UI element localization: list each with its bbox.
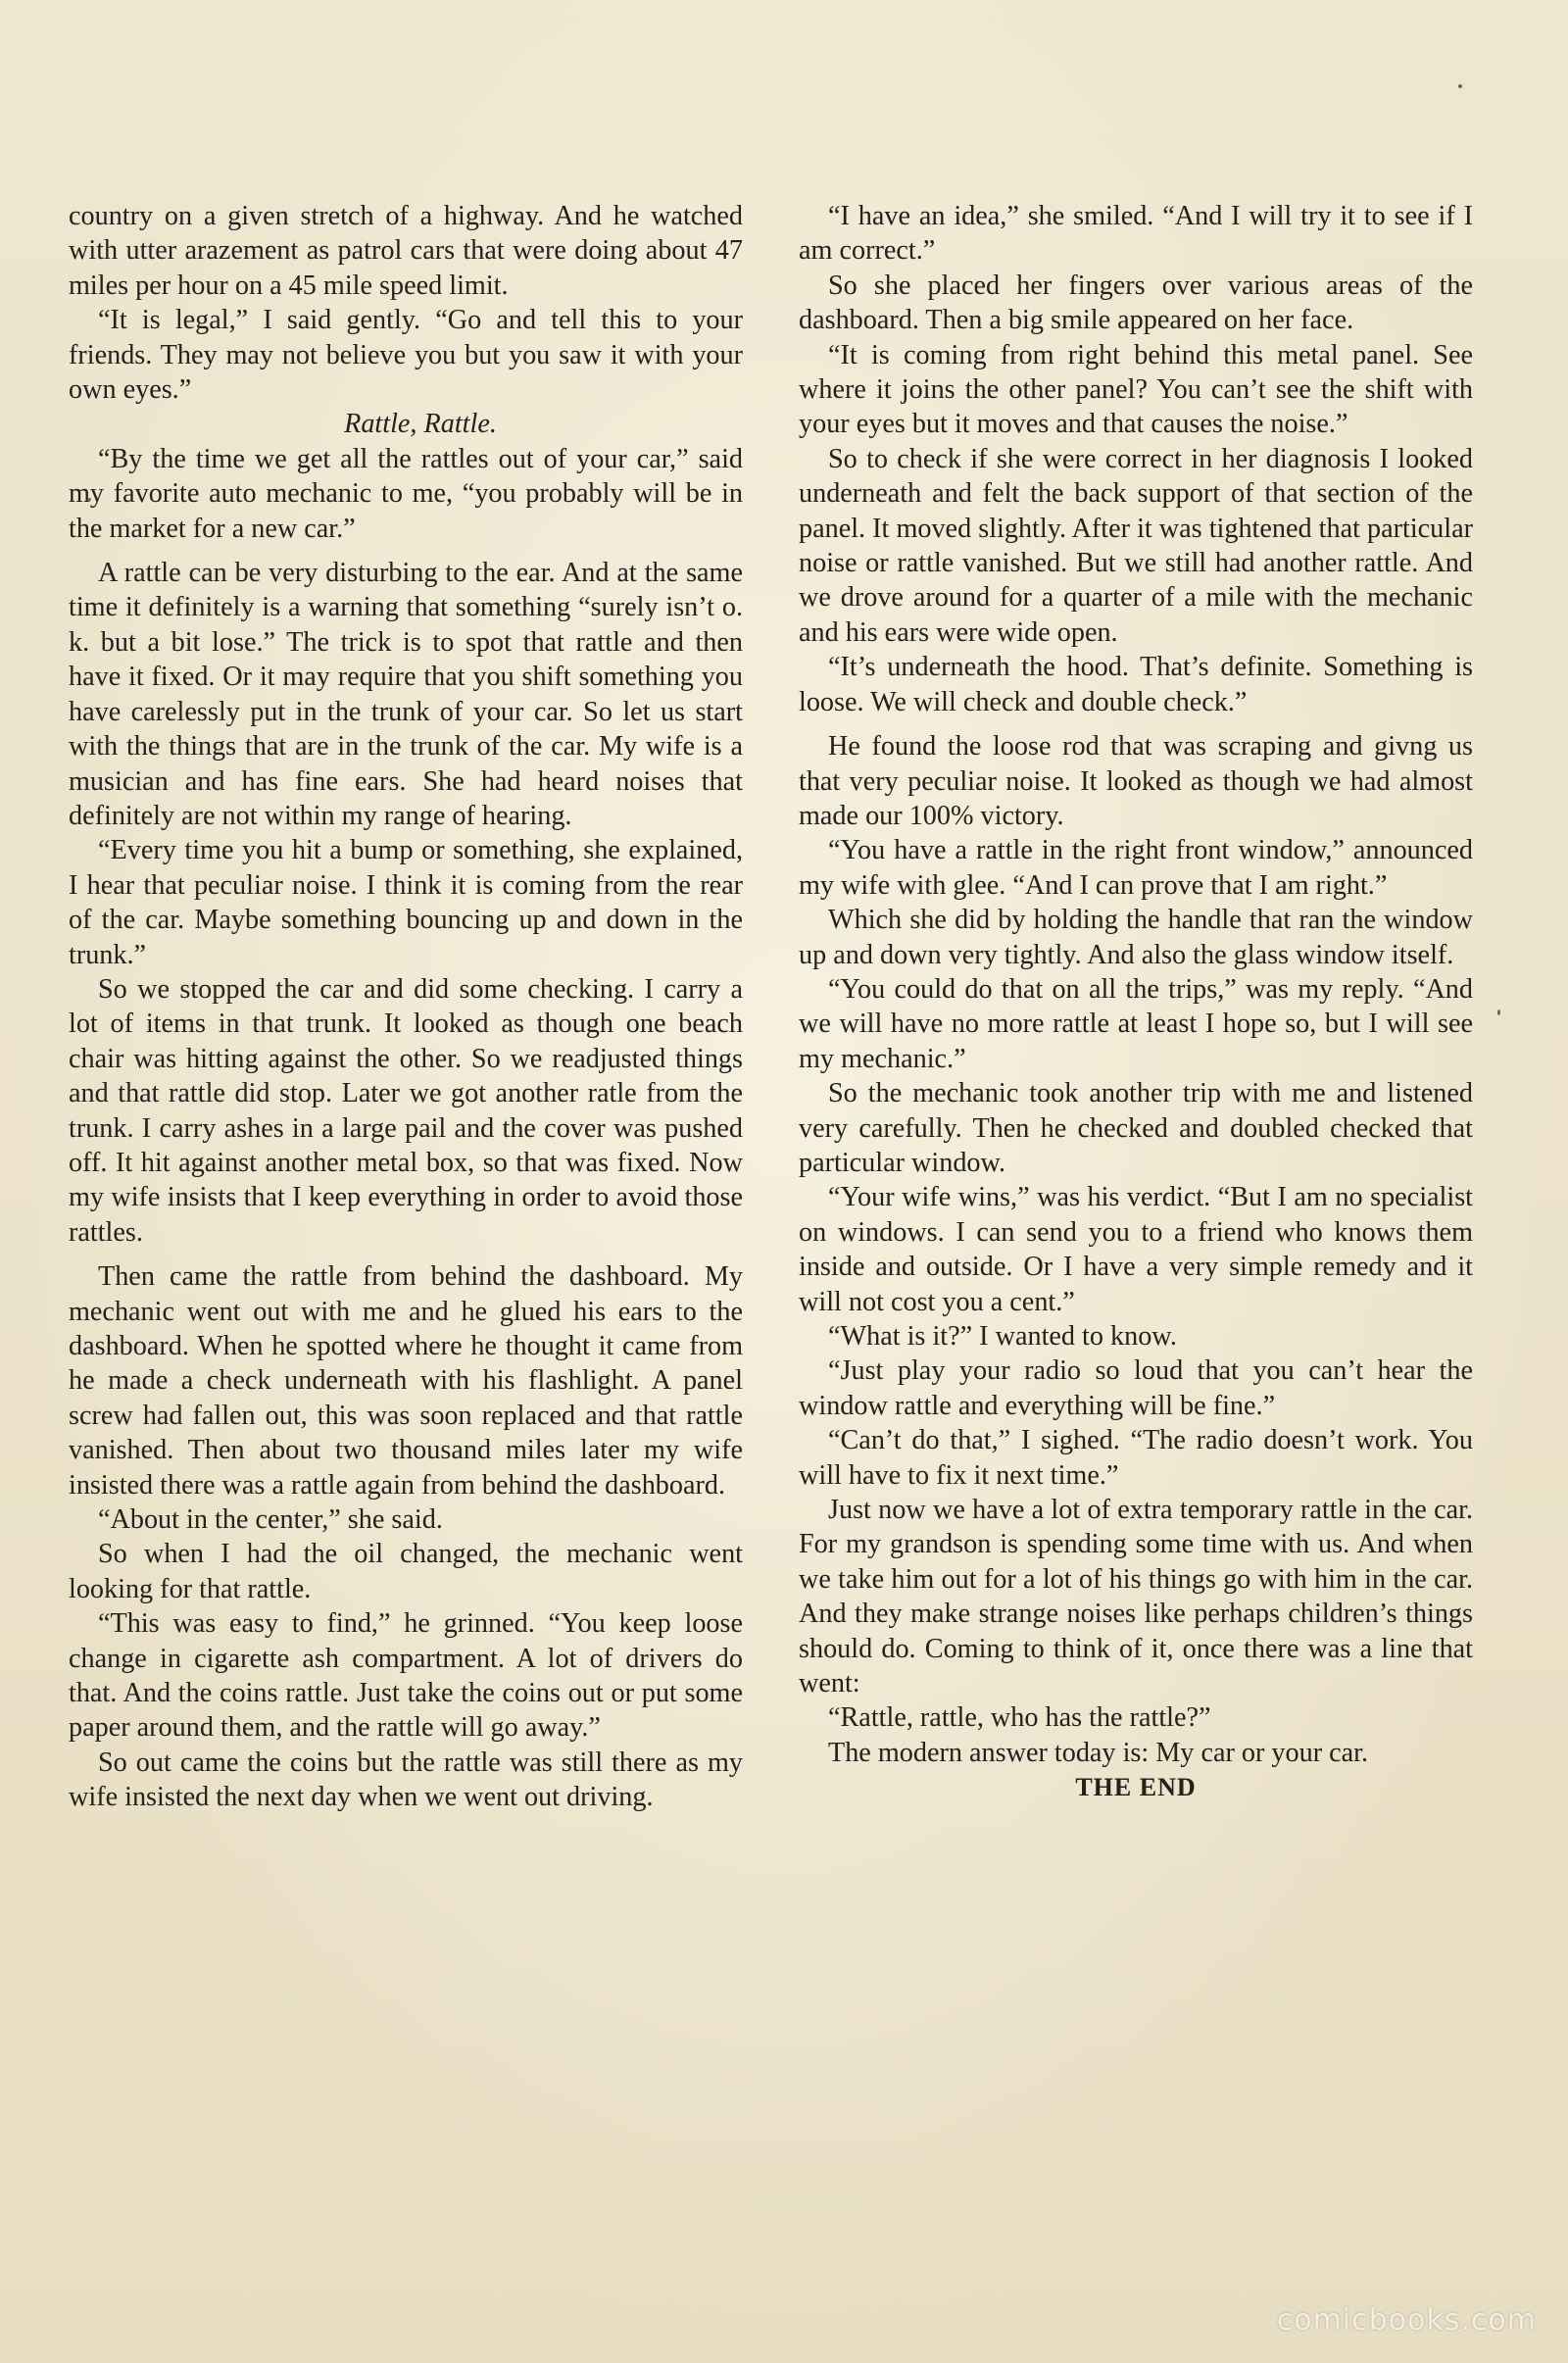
paragraph: Which she did by holding the handle that ran the window up and down very tightly. And also the glass window itself. xyxy=(799,905,1473,970)
paragraph: He found the loose rod that was scraping and givng us that very peculiar noise. It looked as though we had almost made our 100% victory. xyxy=(799,731,1473,831)
paragraph: “Your wife wins,” was his verdict. “But I am no specialist on windows. I can send you to a friend who knows them inside and outside. Or I have a very simple remedy and it will not cost you a cent.” xyxy=(799,1182,1473,1317)
paragraph: “You have a rattle in the right front window,” announced my wife with glee. “And I can prove that I am right.” xyxy=(799,835,1473,901)
paragraph: “Every time you hit a bump or something, she explained, I hear that peculiar noise. I think it is coming from the rear of the car. Maybe something bouncing up and down in the trunk.” xyxy=(69,835,743,970)
right-column xyxy=(799,199,1473,1805)
the-end-marker: THE END xyxy=(1075,1773,1197,1802)
ink-speck xyxy=(1497,1009,1500,1015)
paragraph: The modern answer today is: My car or your car. xyxy=(828,1737,1369,1768)
paragraph: Just now we have a lot of extra temporary rattle in the car. For my grandson is spending some time with us. And when we take him out for a lot of his things go with him in the car. And they make strange noises like perhaps children’s things should do. Coming to think of it, once there was a line that went: xyxy=(799,1495,1473,1699)
paragraph: “About in the center,” she said. xyxy=(98,1504,443,1536)
section-title: Rattle, Rattle. xyxy=(344,409,497,440)
left-column xyxy=(69,199,743,1815)
paragraph: “Can’t do that,” I sighed. “The radio doesn’t work. You will have to fix it next time.” xyxy=(799,1425,1473,1491)
paragraph: “You could do that on all the trips,” was my reply. “And we will have no more rattle at least I hope so, but I will see my mechanic.” xyxy=(799,973,1473,1074)
paragraph: Then came the rattle from behind the dashboard. My mechanic went out with me and he glued his ears to the dashboard. When he spotted where he thought it came from he made a check underneath with his flashlight. A panel screw had fallen out, this was soon replaced and that rattle vanished. Then about two thousand miles later my wife insisted there was a rattle again from behind the dashboard. xyxy=(69,1261,743,1501)
paragraph: So the mechanic took another trip with me and listened very carefully. Then he checked and doubled checked that particular window. xyxy=(799,1078,1473,1178)
paragraph: “Just play your radio so loud that you can’t hear the window rattle and everything will be fine.” xyxy=(799,1355,1473,1421)
paragraph: “Rattle, rattle, who has the rattle?” xyxy=(828,1702,1211,1734)
paragraph: A rattle can be very disturbing to the ear. And at the same time it definitely is a warning that something “surely isn’t o. k. but a bit lose.” The trick is to spot that rattle and then have it fixed. Or it may require that you shift something you have carelessly put in the trunk of your car. So let us start with the things that are in the trunk of the car. My wife is a musician and has fine ears. She had heard noises that definitely are not within my range of hearing. xyxy=(69,558,743,831)
ink-speck xyxy=(1458,84,1462,88)
paragraph: “It’s underneath the hood. That’s definite. Something is loose. We will check and double check.” xyxy=(799,652,1473,717)
paragraph: “This was easy to find,” he grinned. “You keep loose change in cigarette ash compartment. A lot of drivers do that. And the coins rattle. Just take the coins out or put some paper around them, and the rattle will go away.” xyxy=(69,1608,743,1744)
paragraph: “It is legal,” I said gently. “Go and tell this to your friends. They may not believe you but you saw it with your own eyes.” xyxy=(69,305,743,406)
paragraph: So we stopped the car and did some checking. I carry a lot of items in that trunk. It looked as though one beach chair was hitting against the other. So we readjusted things and that rattle did stop. Later we got another ratle from the trunk. I carry ashes in a large pail and the cover was pushed off. It hit against another metal box, so that was fixed. Now my wife insists that I keep everything in order to avoid those rattles. xyxy=(69,973,743,1248)
paragraph: So when I had the oil changed, the mechanic went looking for that rattle. xyxy=(69,1539,743,1604)
paragraph: “What is it?” I wanted to know. xyxy=(828,1321,1177,1352)
paragraph: “By the time we get all the rattles out of your car,” said my favorite auto mechanic to me, “you probably will be in the market for a new car.” xyxy=(69,443,743,544)
paragraph: country on a given stretch of a highway. And he watched with utter arazement as patrol cars that were doing about 47 miles per hour on a 45 mile speed limit. xyxy=(69,201,743,301)
paragraph: So out came the coins but the rattle was still there as my wife insisted the next day when we went out driving. xyxy=(69,1747,743,1813)
paragraph: So she placed her fingers over various areas of the dashboard. Then a big smile appeared on her face. xyxy=(799,270,1473,336)
paragraph: “It is coming from right behind this metal panel. See where it joins the other panel? You can’t see the shift with your eyes but it moves and that causes the noise.” xyxy=(799,339,1473,440)
paragraph: “I have an idea,” she smiled. “And I will try it to see if I am correct.” xyxy=(799,201,1473,267)
site-watermark: comicbooks.com xyxy=(1276,2303,1537,2338)
paragraph: So to check if she were correct in her diagnosis I looked underneath and felt the back support of that section of the panel. It moved slightly. After it was tightened that particular noise or rattle vanished. But we still had another rattle. And we drove around for a quarter of a mile with the mechanic and his ears were wide open. xyxy=(799,443,1473,648)
